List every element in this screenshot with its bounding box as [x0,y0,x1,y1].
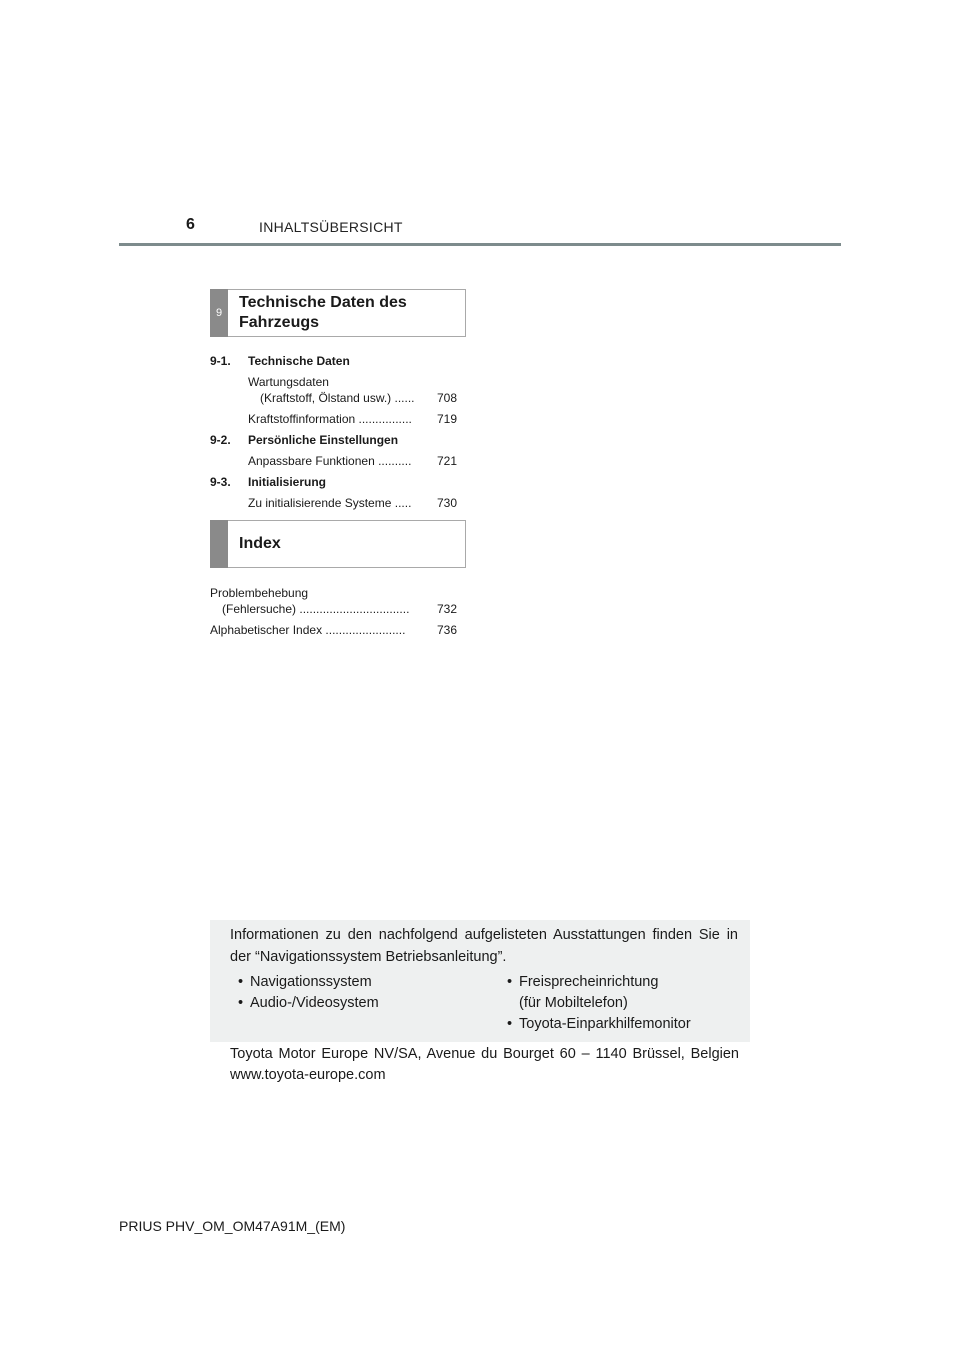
toc-entry-problembehebung[interactable]: Problembehebung (Fehlersuche) ................................. 732 [210,586,457,616]
list-item: • Toyota-Einparkhilfemonitor [503,1014,691,1035]
toc-entry-wartungsdaten[interactable]: Wartungsdaten (Kraftstoff, Ölstand usw.) ...... 708 [248,375,457,405]
list-item: • Freisprecheinrichtung (für Mobiltelefon) [503,972,691,1014]
index-heading [210,520,466,568]
manufacturer-address: Toyota Motor Europe NV/SA, Avenue du Bourget 60 – 1140 Brüssel, Belgien www.toyota-europe.com [230,1046,739,1083]
toc-entry-zu-initialisierende-systeme[interactable]: Zu initialisierende Systeme ..... 730 [248,496,457,510]
section-9-heading [210,289,466,337]
page-ref: 708 [436,391,457,405]
toc-chapter-9-3[interactable]: 9-3. Initialisierung [210,475,327,489]
section-tab: 9 [210,289,228,337]
info-panel [210,920,750,1042]
page-ref: 736 [436,623,457,637]
page-number: 6 [186,216,195,233]
toc-entry-alphabetischer-index[interactable]: Alphabetischer Index ........................ 736 [210,623,457,637]
section-title: Index [239,535,281,552]
equipment-list-right [503,972,691,1035]
page-ref: 719 [436,412,457,426]
toc-entry-anpassbare-funktionen[interactable]: Anpassbare Funktionen .......... 721 [248,454,457,468]
section-title: Technische Daten des Fahrzeugs [239,294,407,331]
toc-chapter-9-1[interactable]: 9-1. Technische Daten [210,354,350,368]
toc-chapter-9-2[interactable]: 9-2. Persönliche Einstellungen [210,433,399,447]
page-ref: 721 [436,454,457,468]
toc-entry-kraftstoffinformation[interactable]: Kraftstoffinformation ................ 719 [248,412,457,426]
list-item: • Navigationssystem [234,972,379,993]
document-code: PRIUS PHV_OM_OM47A91M_(EM) [119,1218,346,1234]
info-text: Informationen zu den nachfolgend aufgelisteten Ausstattungen finden Sie in der “Navigationssystem Betriebsanleitung”. [230,927,738,965]
header-rule [119,243,841,246]
equipment-list-left [234,972,379,1014]
list-item: • Audio-/Videosystem [234,993,379,1014]
section-tab [210,520,228,568]
page-ref: 730 [436,496,457,510]
header-title: INHALTSÜBERSICHT [259,219,403,235]
page-ref: 732 [436,602,457,616]
